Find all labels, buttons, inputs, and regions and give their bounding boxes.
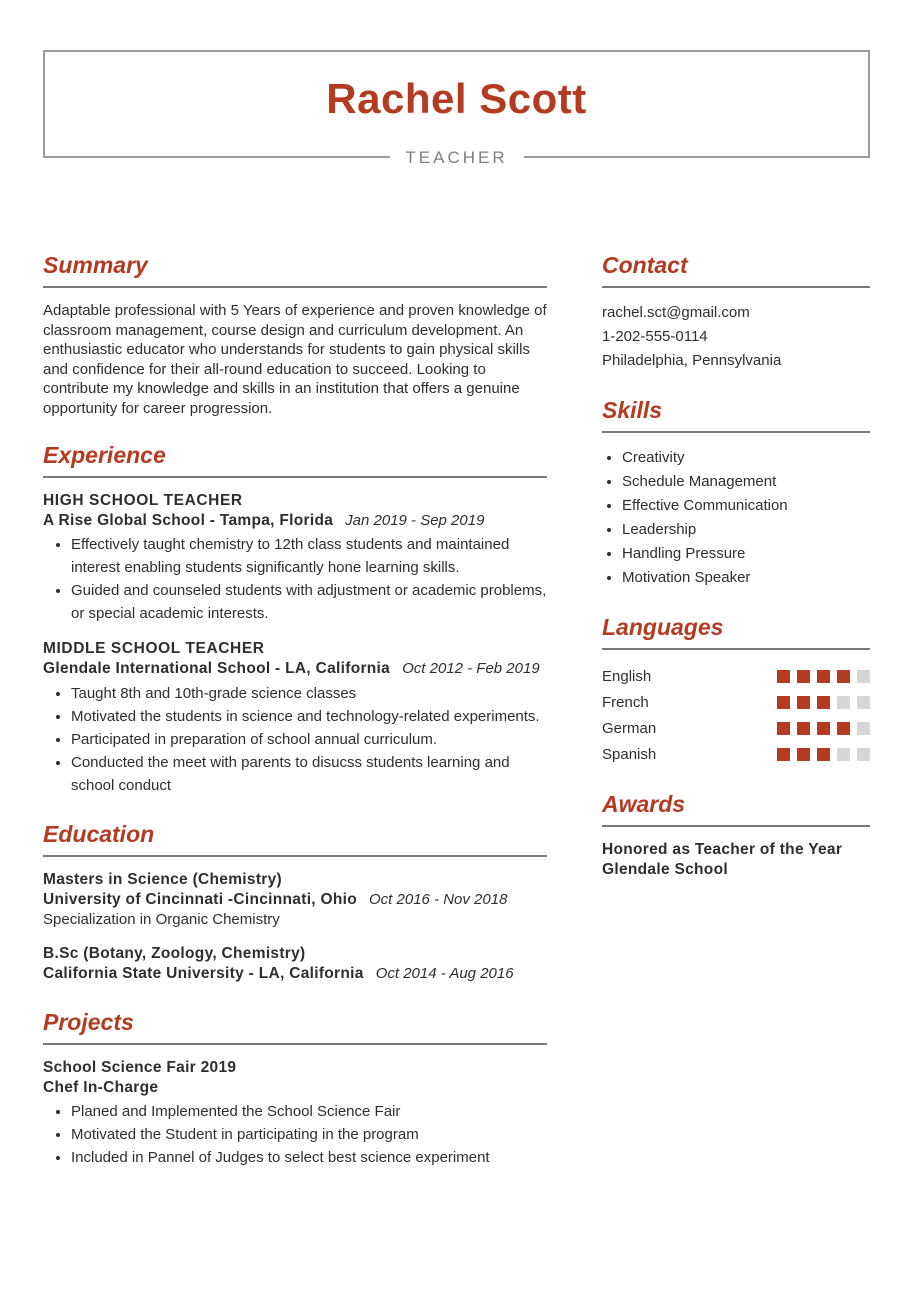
project-title: School Science Fair 2019 <box>43 1058 237 1076</box>
project-bullet-list <box>43 1100 547 1169</box>
project-subtitle: Chef In-Charge <box>43 1078 159 1096</box>
language-name: Spanish <box>602 745 657 763</box>
bullet-item: • Effectively taught chemistry to 12th class students and maintained interest enabling students significantly hone learning skills. <box>71 533 547 579</box>
bullet-item: • Planed and Implemented the School Science Fair <box>71 1100 547 1123</box>
languages-section <box>602 614 870 767</box>
bullet-item: • Conducted the meet with parents to disucss students learning and school conduct <box>71 751 547 797</box>
job-role: HIGH SCHOOL TEACHER <box>43 492 243 509</box>
school: California State University - LA, California <box>43 965 364 983</box>
projects-section <box>43 1009 547 1169</box>
job-entry <box>43 639 547 796</box>
right-column <box>602 252 870 1193</box>
job-org-line <box>43 511 547 531</box>
bullet-item: • Guided and counseled students with adjustment or academic problems, or special academic interests. <box>71 579 547 625</box>
contact-email: rachel.sct@gmail.com <box>602 304 750 321</box>
awards-heading: Awards <box>602 791 870 827</box>
education-dates: Oct 2016 - Nov 2018 <box>369 890 508 908</box>
job-org: Glendale International School - LA, California <box>43 660 391 678</box>
education-section <box>43 821 547 985</box>
education-note: Specialization in Organic Chemistry <box>43 910 280 928</box>
language-row <box>602 663 870 689</box>
level-square <box>857 748 870 761</box>
summary-section <box>43 252 547 418</box>
level-square <box>777 722 790 735</box>
school-line <box>43 964 547 984</box>
contact-location: Philadelphia, Pennsylvania <box>602 352 782 369</box>
level-square <box>837 670 850 683</box>
award-text: Glendale School <box>602 861 728 879</box>
job-bullet-list <box>43 682 547 797</box>
language-level-squares <box>777 748 870 761</box>
level-square <box>797 696 810 709</box>
projects-heading: Projects <box>43 1009 547 1045</box>
level-square <box>797 722 810 735</box>
skill-item: • Creativity <box>622 446 870 470</box>
level-square <box>837 722 850 735</box>
level-square <box>817 696 830 709</box>
bullet-item: • Taught 8th and 10th-grade science classes <box>71 682 547 705</box>
header <box>43 50 870 167</box>
job-role: MIDDLE SCHOOL TEACHER <box>43 640 265 658</box>
level-square <box>837 748 850 761</box>
education-heading: Education <box>43 821 547 857</box>
level-square <box>797 748 810 761</box>
person-job-title: TEACHER <box>389 148 523 168</box>
bullet-item: • Included in Pannel of Judges to select best science experiment <box>71 1146 547 1169</box>
level-square <box>777 696 790 709</box>
level-square <box>857 722 870 735</box>
level-square <box>857 696 870 709</box>
skill-item: • Motivation Speaker <box>622 566 870 590</box>
skill-item: • Handling Pressure <box>622 542 870 566</box>
school-line <box>43 890 547 910</box>
job-dates: Jan 2019 - Sep 2019 <box>345 512 485 530</box>
contact-heading: Contact <box>602 252 870 288</box>
project-entry <box>43 1058 547 1169</box>
job-bullet-list <box>43 533 547 625</box>
language-level-squares <box>777 722 870 735</box>
job-org-line <box>43 659 547 679</box>
person-name: Rachel Scott <box>326 75 587 122</box>
level-square <box>857 670 870 683</box>
language-level-squares <box>777 670 870 683</box>
bullet-item: • Motivated the students in science and technology-related experiments. <box>71 705 547 728</box>
level-square <box>777 748 790 761</box>
level-square <box>797 670 810 683</box>
skills-heading: Skills <box>602 397 870 433</box>
degree: B.Sc (Botany, Zoology, Chemistry) <box>43 945 306 963</box>
level-square <box>817 748 830 761</box>
language-row <box>602 741 870 767</box>
content <box>0 252 913 1193</box>
experience-heading: Experience <box>43 442 547 478</box>
level-square <box>777 670 790 683</box>
language-name: French <box>602 693 649 711</box>
contact-phone: 1-202-555-0114 <box>602 328 708 345</box>
degree: Masters in Science (Chemistry) <box>43 870 283 888</box>
left-column <box>43 252 547 1193</box>
language-level-squares <box>777 696 870 709</box>
skill-item: • Leadership <box>622 518 870 542</box>
level-square <box>837 696 850 709</box>
education-entry <box>43 870 547 930</box>
skill-item: • Effective Communication <box>622 494 870 518</box>
awards-section <box>602 791 870 880</box>
bullet-item: • Motivated the Student in participating in the program <box>71 1123 547 1146</box>
school: University of Cincinnati -Cincinnati, Ohio <box>43 890 358 908</box>
education-dates: Oct 2014 - Aug 2016 <box>375 965 514 983</box>
job-org: A Rise Global School - Tampa, Florida <box>43 512 334 530</box>
award-text: Honored as Teacher of the Year <box>602 841 843 858</box>
education-entry <box>43 944 547 984</box>
level-square <box>817 670 830 683</box>
experience-section <box>43 442 547 797</box>
contact-section <box>602 252 870 373</box>
skill-item: • Schedule Management <box>622 470 870 494</box>
skills-section <box>602 397 870 590</box>
language-row <box>602 715 870 741</box>
skill-list <box>602 446 870 590</box>
languages-heading: Languages <box>602 614 870 650</box>
job-entry <box>43 491 547 625</box>
summary-heading: Summary <box>43 252 547 288</box>
language-row <box>602 689 870 715</box>
summary-text: Adaptable professional with 5 Years of experience and proven knowledge of classroom management, course design and curriculum development. An enthusiastic educator who understands for students to gain physical skills and confidence for their all-round education to succeed. Looking to contribute my knowledge and skills in an institution that offers a genuine opportunity for career progression. <box>43 302 547 417</box>
job-dates: Oct 2012 - Feb 2019 <box>402 660 540 678</box>
bullet-item: • Participated in preparation of school annual curriculum. <box>71 728 547 751</box>
language-name: German <box>602 719 657 737</box>
language-name: English <box>602 667 652 685</box>
level-square <box>817 722 830 735</box>
